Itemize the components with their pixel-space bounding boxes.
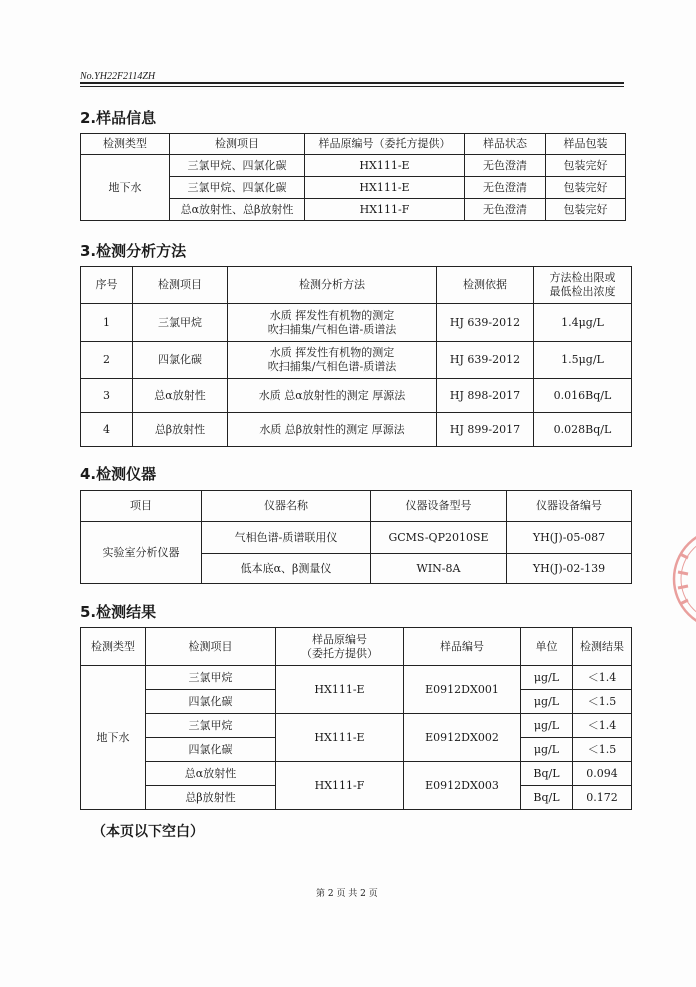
orig-id-cell: HX111-E: [276, 714, 404, 762]
header-cell: 检测依据: [437, 267, 534, 304]
table-cell: WIN-8A: [371, 554, 507, 584]
table-cell: 总β放射性: [146, 786, 276, 810]
sample-id-cell: E0912DX001: [404, 666, 521, 714]
table-row: [81, 155, 626, 177]
table-cell: 无色澄清: [465, 155, 546, 177]
section-title-results: 5.检测结果: [80, 603, 157, 621]
table-header-row: [81, 267, 632, 304]
unit-cell: Bq/L: [521, 762, 573, 786]
table-row: [81, 714, 632, 738]
page-number: 第 2 页 共 2 页: [316, 889, 378, 899]
table-cell: 2: [81, 342, 133, 379]
header-line: 最低检出浓度: [549, 285, 616, 298]
table-cell: HX111-E: [305, 177, 465, 199]
report-number: No.YH22F2114ZH: [80, 71, 156, 82]
table-cell: HX111-E: [305, 155, 465, 177]
table-row: [81, 762, 632, 786]
method-line: 水质 挥发性有机物的测定: [269, 346, 395, 360]
category-cell: 实验室分析仪器: [81, 522, 202, 584]
header-cell: [276, 628, 404, 666]
section-title-instruments: 4.检测仪器: [80, 465, 157, 483]
header-rule-thin: [80, 86, 624, 87]
table-cell: [228, 342, 437, 379]
table-cell: 0.016Bq/L: [534, 379, 632, 413]
header-cell: 样品状态: [465, 134, 546, 155]
type-cell: 地下水: [81, 666, 146, 810]
header-line: 方法检出限或: [549, 271, 616, 285]
header-cell: 仪器设备编号: [507, 491, 632, 522]
table-cell: 四氯化碳: [133, 342, 228, 379]
table-cell: 包装完好: [546, 155, 626, 177]
table-cell: 总α放射性、总β放射性: [170, 199, 305, 221]
header-cell: 样品包装: [546, 134, 626, 155]
table-cell: 三氯甲烷: [133, 304, 228, 342]
header-cell: 仪器名称: [202, 491, 371, 522]
table-cell: HJ 898-2017: [437, 379, 534, 413]
header-cell: 单位: [521, 628, 573, 666]
table-cell: 无色澄清: [465, 177, 546, 199]
table-cell: 三氯甲烷、四氯化碳: [170, 177, 305, 199]
sample-id-cell: E0912DX002: [404, 714, 521, 762]
table-cell: HJ 639-2012: [437, 342, 534, 379]
table-cell: 四氯化碳: [146, 738, 276, 762]
table-cell: 无色澄清: [465, 199, 546, 221]
method-line: 吹扫捕集/气相色谱-质谱法: [267, 360, 397, 373]
type-cell: 地下水: [81, 155, 170, 221]
seal-stamp-icon: [662, 524, 696, 634]
table-cell: 三氯甲烷、四氯化碳: [170, 155, 305, 177]
table-cell: 三氯甲烷: [146, 666, 276, 690]
results-table: [80, 627, 632, 810]
table-cell: 水质 总α放射性的测定 厚源法: [228, 379, 437, 413]
header-cell: 检测项目: [133, 267, 228, 304]
orig-id-cell: HX111-E: [276, 666, 404, 714]
table-cell: HJ 639-2012: [437, 304, 534, 342]
header-cell: 样品编号: [404, 628, 521, 666]
table-cell: 四氯化碳: [146, 690, 276, 714]
table-row: [81, 304, 632, 342]
unit-cell: Bq/L: [521, 786, 573, 810]
instruments-table: [80, 490, 632, 584]
table-cell: 1.5μg/L: [534, 342, 632, 379]
table-cell: HX111-F: [305, 199, 465, 221]
header-rule: [80, 82, 624, 84]
header-cell: 检测项目: [170, 134, 305, 155]
header-cell: 检测项目: [146, 628, 276, 666]
result-cell: 0.094: [573, 762, 632, 786]
header-line: （委托方提供）: [301, 646, 378, 660]
table-cell: 包装完好: [546, 177, 626, 199]
header-cell: 检测分析方法: [228, 267, 437, 304]
table-cell: 气相色谱-质谱联用仪: [202, 522, 371, 554]
table-row: [81, 342, 632, 379]
result-cell: ＜1.4: [573, 714, 632, 738]
table-header-row: [81, 628, 632, 666]
sample-id-cell: E0912DX003: [404, 762, 521, 810]
table-cell: 总β放射性: [133, 413, 228, 447]
table-cell: 1: [81, 304, 133, 342]
table-cell: 0.028Bq/L: [534, 413, 632, 447]
header-cell: 样品原编号（委托方提供）: [305, 134, 465, 155]
table-cell: 4: [81, 413, 133, 447]
header-cell: 项目: [81, 491, 202, 522]
result-cell: 0.172: [573, 786, 632, 810]
table-cell: GCMS-QP2010SE: [371, 522, 507, 554]
table-header-row: [81, 491, 632, 522]
section-title-sample-info: 2.样品信息: [80, 109, 157, 127]
table-cell: 总α放射性: [146, 762, 276, 786]
unit-cell: μg/L: [521, 738, 573, 762]
header-line: 样品原编号: [312, 632, 367, 646]
table-cell: 3: [81, 379, 133, 413]
table-row: [81, 413, 632, 447]
table-cell: 低本底α、β测量仪: [202, 554, 371, 584]
header-cell: [534, 267, 632, 304]
table-row: [81, 522, 632, 554]
sample-info-table: [80, 133, 626, 221]
table-cell: [228, 304, 437, 342]
method-line: 吹扫捕集/气相色谱-质谱法: [267, 322, 397, 336]
table-row: [81, 666, 632, 690]
header-cell: 序号: [81, 267, 133, 304]
header-cell: 仪器设备型号: [371, 491, 507, 522]
table-cell: YH(J)-05-087: [507, 522, 632, 554]
header-cell: 检测结果: [573, 628, 632, 666]
unit-cell: μg/L: [521, 714, 573, 738]
method-line: 水质 挥发性有机物的测定: [269, 308, 395, 322]
result-cell: ＜1.5: [573, 690, 632, 714]
table-cell: 包装完好: [546, 199, 626, 221]
unit-cell: μg/L: [521, 666, 573, 690]
table-cell: 总α放射性: [133, 379, 228, 413]
header-cell: 检测类型: [81, 134, 170, 155]
table-cell: YH(J)-02-139: [507, 554, 632, 584]
blank-below-note: （本页以下空白）: [92, 824, 204, 840]
table-cell: 1.4μg/L: [534, 304, 632, 342]
result-cell: ＜1.5: [573, 738, 632, 762]
methods-table: [80, 266, 632, 447]
table-cell: 三氯甲烷: [146, 714, 276, 738]
table-header-row: [81, 134, 626, 155]
result-cell: ＜1.4: [573, 666, 632, 690]
orig-id-cell: HX111-F: [276, 762, 404, 810]
table-cell: 水质 总β放射性的测定 厚源法: [228, 413, 437, 447]
table-cell: HJ 899-2017: [437, 413, 534, 447]
section-title-methods: 3.检测分析方法: [80, 242, 187, 260]
unit-cell: μg/L: [521, 690, 573, 714]
header-cell: 检测类型: [81, 628, 146, 666]
table-row: [81, 379, 632, 413]
